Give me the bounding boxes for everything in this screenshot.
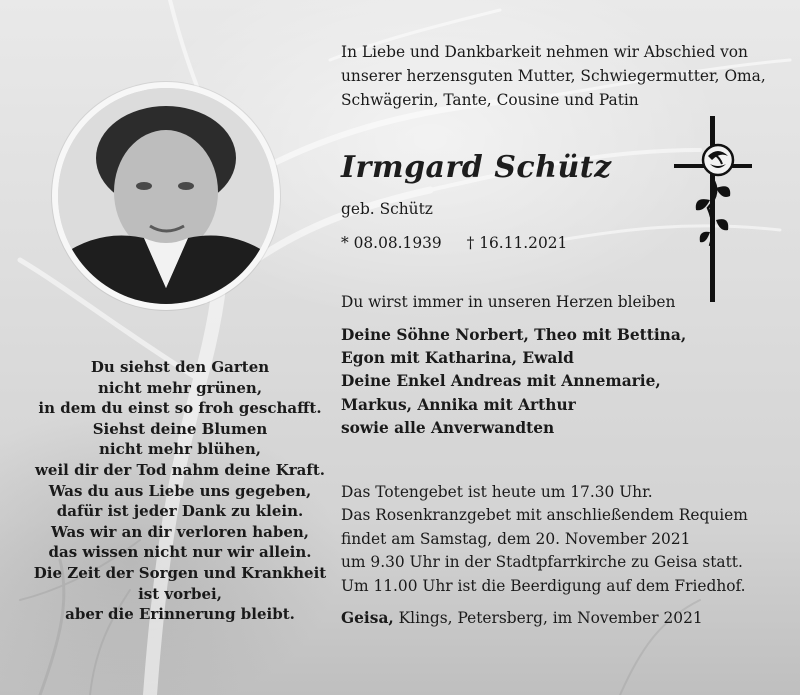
info-line: Das Totengebet ist heute um 17.30 Uhr. [341,483,653,501]
death-date: † 16.11.2021 [466,234,568,252]
info-line: um 9.30 Uhr in der Stadtpfarrkirche zu Geisa statt. [341,553,743,572]
portrait-photo-image [58,88,274,304]
funeral-info [341,481,781,598]
family-line: sowie alle Anverwandten [341,418,555,437]
poem-line: Was wir an dir verloren haben, [50,522,310,541]
poem-line: nicht mehr blühen, [99,440,261,459]
birth-date: * 08.08.1939 [341,234,442,252]
cross-with-rose-icon [672,116,754,302]
intro-line: unserer herzensguten Mutter, Schwiegermutter, Oma, [341,67,766,85]
place-rest: Klings, Petersberg, im November 2021 [393,609,703,627]
poem-line: Was du aus Liebe uns gegeben, [48,481,312,500]
info-line: findet am Samstag, dem 20. November 2021 [341,529,691,548]
portrait-photo [58,88,274,304]
birth-name: geb. Schütz [341,200,433,218]
family-line: Egon mit Katharina, Ewald [341,349,574,368]
intro-line: Schwägerin, Tante, Cousine und Patin [341,91,639,109]
intro-line: In Liebe und Dankbarkeit nehmen wir Abschied von [341,43,748,61]
poem-line: ist vorbei, [138,584,222,603]
info-line: Um 11.00 Uhr ist die Beerdigung auf dem Friedhof. [341,576,746,595]
poem-line: in dem du einst so froh geschafft. [38,399,322,418]
poem-line: dafür ist jeder Dank zu klein. [56,502,304,521]
poem-line: Die Zeit der Sorgen und Krankheit [33,563,327,582]
intro-text [341,40,781,112]
poem-line: Siehst deine Blumen [92,419,268,438]
poem-line: nicht mehr grünen, [97,378,263,397]
poem-line: aber die Erinnerung bleibt. [65,605,295,624]
family-line: Deine Söhne Norbert, Theo mit Bettina, [341,326,687,344]
info-line: Das Rosenkranzgebet mit anschließendem Requiem [341,506,748,525]
poem [20,357,340,625]
motto: Du wirst immer in unseren Herzen bleiben [341,293,676,311]
family-line: Markus, Annika mit Arthur [341,395,576,414]
poem-line: weil dir der Tod nahm deine Kraft. [35,460,325,479]
poem-line: das wissen nicht nur wir allein. [48,543,312,562]
place-bold: Geisa, [341,609,394,627]
family-list [341,324,781,440]
place-and-date [341,609,781,627]
poem-line: Du siehst den Garten [90,358,270,376]
deceased-name: Irmgard Schütz [341,150,612,185]
family-line: Deine Enkel Andreas mit Annemarie, [341,372,661,391]
